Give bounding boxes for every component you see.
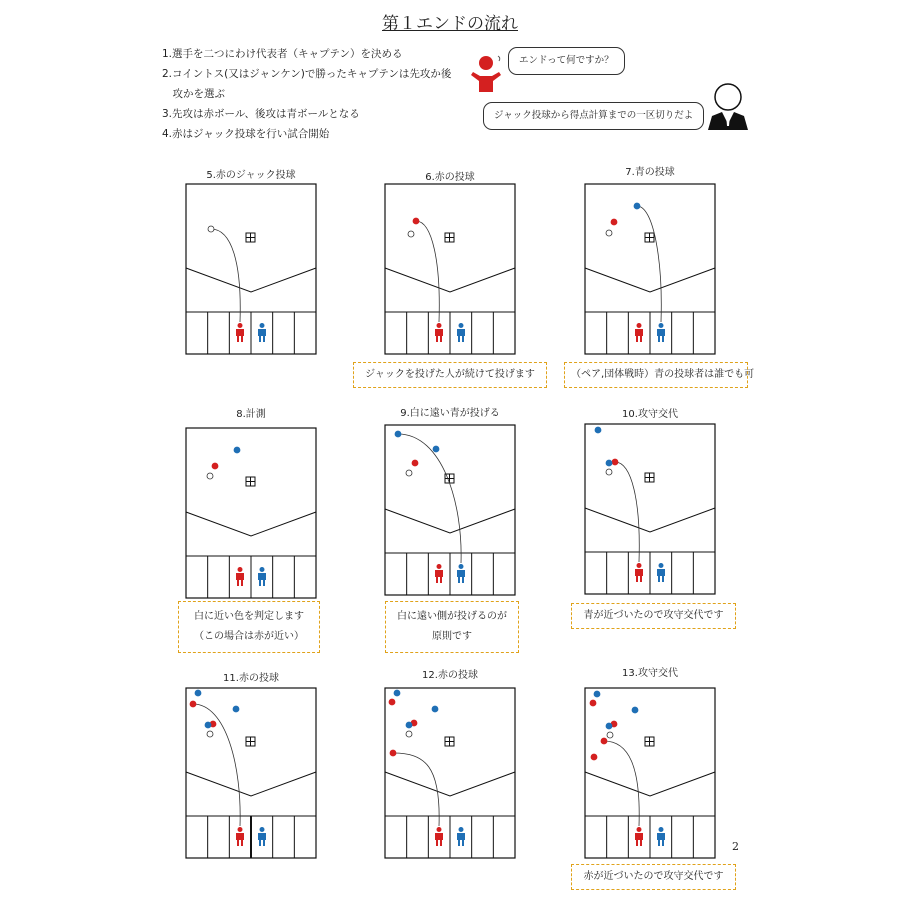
jack-ball	[408, 231, 414, 237]
blue-player-icon-body	[258, 329, 266, 336]
question-bubble	[508, 47, 625, 75]
blue-ball	[205, 722, 211, 728]
court-diagram	[185, 183, 317, 355]
red-player-icon-head	[238, 567, 243, 572]
red-player-icon-body	[435, 329, 443, 336]
blue-player-icon-head	[260, 323, 265, 328]
red-player-icon-head	[238, 827, 243, 832]
jack-ball	[607, 732, 613, 738]
blue-ball	[632, 707, 638, 713]
blue-player-icon-head	[260, 827, 265, 832]
blue-ball	[634, 203, 640, 209]
red-player-icon-body	[635, 329, 643, 336]
red-player-icon-body	[236, 833, 244, 840]
court-diagram	[185, 427, 317, 599]
blue-player-icon-body	[258, 573, 266, 580]
panel-title: 5.赤のジャック投球	[206, 170, 296, 181]
court-diagram	[584, 423, 716, 595]
panel-note	[178, 601, 320, 653]
panel-title: 7.青の投球	[625, 167, 675, 178]
suited-person-icon	[706, 82, 750, 134]
red-player-icon-leg	[440, 840, 442, 846]
blue-ball	[432, 706, 438, 712]
red-player-icon-leg	[241, 580, 243, 586]
panel-title: 13.攻守交代	[622, 668, 678, 679]
blue-player-icon-leg	[662, 840, 664, 846]
panel-title: 11.赤の投球	[223, 673, 279, 684]
red-player-icon-leg	[636, 840, 638, 846]
blue-player-icon-body	[258, 833, 266, 840]
blue-player-icon-leg	[658, 576, 660, 582]
red-player-icon-head	[637, 323, 642, 328]
blue-player-icon-body	[457, 570, 465, 577]
panel-note-line: （ペア,団体戦時）青の投球者は誰でも可	[571, 369, 755, 380]
panel-title: 12.赤の投球	[422, 670, 478, 681]
blue-player-icon-leg	[263, 840, 265, 846]
blue-ball	[594, 691, 600, 697]
red-person-icon	[468, 50, 504, 98]
panel-title: 6.赤の投球	[425, 172, 475, 183]
court-diagram	[584, 183, 716, 355]
blue-ball	[406, 722, 412, 728]
red-player-icon-leg	[241, 336, 243, 342]
step-item: 2.コイントス(又はジャンケン)で勝ったキャプテンは先攻か後	[162, 68, 452, 80]
blue-player-icon-leg	[259, 580, 261, 586]
blue-player-icon-leg	[662, 576, 664, 582]
blue-ball	[606, 460, 612, 466]
panel-note-line: 白に近い色を判定します	[194, 611, 304, 622]
blue-player-icon-leg	[658, 840, 660, 846]
jack-ball	[406, 470, 412, 476]
panel-note-line: ジャックを投げた人が続けて投げます	[365, 369, 535, 380]
panel-note	[571, 864, 736, 890]
panel-note-line: 青が近づいたので攻守交代です	[583, 610, 724, 621]
red-ball	[591, 754, 597, 760]
blue-ball	[233, 706, 239, 712]
red-ball	[190, 701, 196, 707]
blue-player-icon-leg	[462, 577, 464, 583]
red-player-icon-leg	[440, 336, 442, 342]
blue-player-icon-leg	[259, 840, 261, 846]
red-player-icon-leg	[237, 840, 239, 846]
red-player-icon-leg	[237, 580, 239, 586]
blue-player-icon-head	[459, 827, 464, 832]
red-player-icon-head	[437, 827, 442, 832]
red-ball	[611, 219, 617, 225]
red-player-icon-body	[635, 833, 643, 840]
red-player-icon-body	[435, 570, 443, 577]
red-ball	[390, 750, 396, 756]
jack-ball	[606, 230, 612, 236]
blue-ball	[234, 447, 240, 453]
step-item: 攻かを選ぶ	[162, 88, 225, 100]
jack-ball	[207, 731, 213, 737]
red-player-icon-leg	[440, 577, 442, 583]
panel-note	[385, 601, 519, 653]
court-diagram	[384, 424, 516, 596]
jack-ball	[606, 469, 612, 475]
blue-player-icon-leg	[458, 336, 460, 342]
blue-player-icon-head	[459, 323, 464, 328]
panel-note	[564, 362, 755, 388]
panel-note-line: 原則です	[432, 631, 472, 642]
red-player-icon-leg	[436, 336, 438, 342]
blue-player-icon-body	[457, 329, 465, 336]
red-player-icon-body	[236, 329, 244, 336]
blue-ball	[595, 427, 601, 433]
red-player-icon-body	[236, 573, 244, 580]
red-player-icon-leg	[640, 840, 642, 846]
blue-player-icon-leg	[658, 336, 660, 342]
panel-note-line: （この場合は赤が近い）	[194, 631, 304, 642]
red-player-icon-leg	[237, 336, 239, 342]
blue-player-icon-body	[657, 569, 665, 576]
red-ball	[612, 459, 618, 465]
red-ball	[389, 699, 395, 705]
blue-ball	[195, 690, 201, 696]
answer-bubble	[483, 102, 704, 130]
red-player-icon-leg	[436, 840, 438, 846]
red-player-icon-leg	[436, 577, 438, 583]
red-player-icon-leg	[241, 840, 243, 846]
blue-ball	[395, 431, 401, 437]
blue-ball	[433, 446, 439, 452]
red-player-icon-leg	[640, 576, 642, 582]
blue-ball	[606, 723, 612, 729]
blue-player-icon-head	[260, 567, 265, 572]
page-number: 2	[732, 840, 739, 853]
court-diagram	[384, 183, 516, 355]
blue-player-icon-leg	[458, 840, 460, 846]
red-player-icon-body	[635, 569, 643, 576]
red-player-icon-head	[437, 323, 442, 328]
panel-title: 9.白に遠い青が投げる	[400, 408, 500, 419]
red-player-icon-leg	[640, 336, 642, 342]
blue-ball	[394, 690, 400, 696]
blue-player-icon-head	[659, 563, 664, 568]
blue-player-icon-head	[659, 323, 664, 328]
blue-player-icon-leg	[462, 336, 464, 342]
step-item: 3.先攻は赤ボール、後攻は青ボールとなる	[162, 108, 360, 120]
red-ball	[412, 460, 418, 466]
step-item: 1.選手を二つにわけ代表者（キャプテン）を決める	[162, 48, 403, 60]
red-ball	[590, 700, 596, 706]
blue-player-icon-leg	[263, 336, 265, 342]
red-ball	[601, 738, 607, 744]
blue-player-icon-leg	[462, 840, 464, 846]
panel-note	[571, 603, 736, 629]
red-player-icon-leg	[636, 336, 638, 342]
blue-player-icon-body	[657, 329, 665, 336]
steps-list	[162, 44, 451, 144]
panel-title: 8.計測	[236, 409, 266, 420]
jack-ball	[406, 731, 412, 737]
panel-note-line: 赤が近づいたので攻守交代です	[583, 871, 724, 882]
red-player-icon-body	[435, 833, 443, 840]
red-ball	[413, 218, 419, 224]
red-player-icon-head	[637, 563, 642, 568]
panel-note	[353, 362, 547, 388]
blue-player-icon-body	[657, 833, 665, 840]
red-player-icon-head	[637, 827, 642, 832]
jack-ball	[207, 473, 213, 479]
blue-player-icon-leg	[263, 580, 265, 586]
step-item: 4.赤はジャック投球を行い試合開始	[162, 128, 330, 140]
red-player-icon-leg	[636, 576, 638, 582]
question-text: エンドって何ですか？	[519, 55, 614, 66]
blue-player-icon-leg	[662, 336, 664, 342]
court-diagram	[384, 687, 516, 859]
page-title: 第１エンドの流れ	[382, 14, 518, 34]
answer-text: ジャック投球から得点計算までの一区切りだよ	[494, 110, 694, 121]
blue-player-icon-head	[659, 827, 664, 832]
panel-note-line: 白に遠い側が投げるのが	[397, 611, 507, 622]
red-ball	[212, 463, 218, 469]
panel-title: 10.攻守交代	[622, 409, 678, 420]
blue-player-icon-head	[459, 564, 464, 569]
blue-player-icon-leg	[458, 577, 460, 583]
court-diagram	[584, 687, 716, 859]
court-diagram	[185, 687, 317, 859]
blue-player-icon-body	[457, 833, 465, 840]
red-player-icon-head	[437, 564, 442, 569]
jack-ball	[208, 226, 214, 232]
blue-player-icon-leg	[259, 336, 261, 342]
red-player-icon-head	[238, 323, 243, 328]
